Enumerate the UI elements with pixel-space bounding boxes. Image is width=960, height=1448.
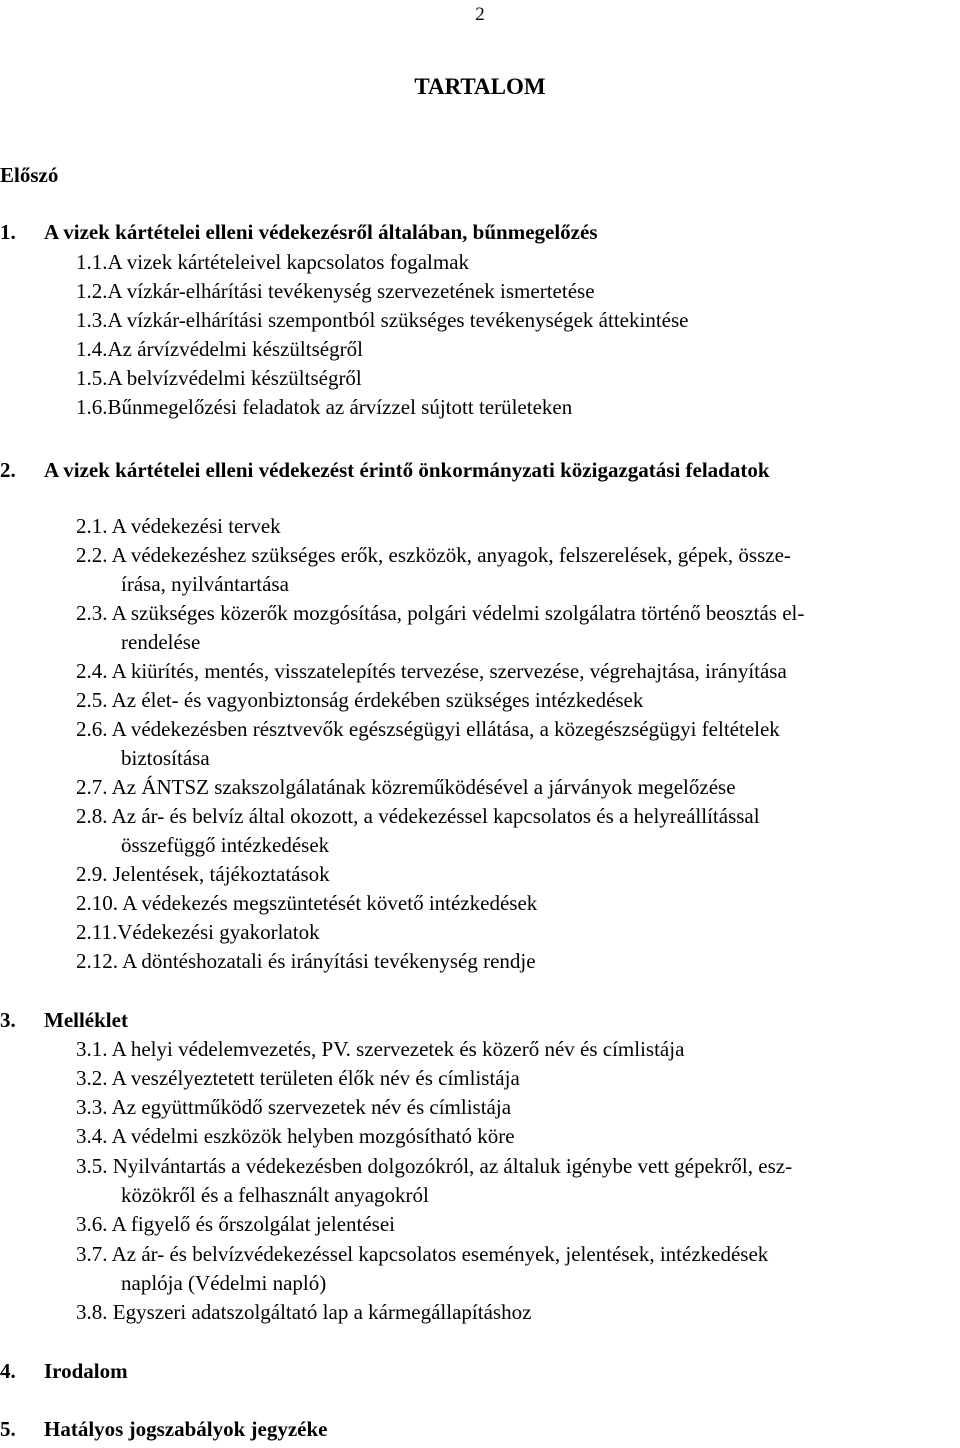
foreword-heading: Előszó bbox=[0, 163, 59, 187]
item-number: 3.2. bbox=[76, 1066, 108, 1090]
section-number: 5. bbox=[0, 1417, 16, 1441]
section-number: 4. bbox=[0, 1359, 16, 1383]
list-item bbox=[76, 947, 536, 976]
page-number: 2 bbox=[475, 4, 485, 25]
item-text: A védekezés megszüntetését követő intézkedések bbox=[122, 891, 538, 915]
item-text: Védekezési gyakorlatok bbox=[117, 920, 320, 944]
list-item bbox=[76, 512, 281, 541]
section-5-heading bbox=[0, 1415, 960, 1444]
list-item bbox=[76, 541, 791, 570]
item-number: 2.4. bbox=[76, 659, 108, 683]
list-item bbox=[76, 1122, 515, 1151]
list-item bbox=[76, 1093, 511, 1122]
list-item-continuation: közökről és a felhasznált anyagokról bbox=[121, 1183, 429, 1207]
item-text: A védelmi eszközök helyben mozgósítható köre bbox=[111, 1124, 515, 1148]
page-title: TARTALOM bbox=[414, 74, 546, 99]
item-text: Az együttműködő szervezetek név és címlistája bbox=[111, 1095, 512, 1119]
item-number: 3.1. bbox=[76, 1037, 108, 1061]
section-title: Irodalom bbox=[44, 1359, 128, 1383]
item-number: 2.11. bbox=[76, 920, 118, 944]
section-2-heading bbox=[0, 456, 960, 485]
list-item bbox=[76, 860, 330, 889]
list-item bbox=[76, 773, 736, 802]
section-title: A vizek kártételei elleni védekezést érintő önkormányzati közigazgatási feladatok bbox=[44, 458, 770, 482]
item-text: A szükséges közerők mozgósítása, polgári védelmi szolgálatra történő beosztás el- bbox=[111, 601, 805, 625]
item-number: 3.4. bbox=[76, 1124, 108, 1148]
item-number: 3.7. bbox=[76, 1242, 108, 1266]
item-number: 2.1. bbox=[76, 514, 108, 538]
list-item bbox=[76, 1152, 792, 1181]
item-text: A veszélyeztetett területen élők név és címlistája bbox=[111, 1066, 520, 1090]
list-item bbox=[76, 599, 804, 628]
list-item bbox=[76, 1035, 684, 1064]
list-item-continuation: biztosítása bbox=[121, 746, 210, 770]
item-number: 2.10. bbox=[76, 891, 118, 915]
list-item: 1.3.A vízkár-elhárítási szempontból szükséges tevékenységek áttekintése bbox=[76, 308, 689, 332]
section-title: Melléklet bbox=[44, 1008, 128, 1032]
item-number: 3.6. bbox=[76, 1212, 108, 1236]
list-item: 1.2.A vízkár-elhárítási tevékenység szervezetének ismertetése bbox=[76, 279, 595, 303]
item-number: 2.5. bbox=[76, 688, 108, 712]
list-item-continuation: rendelése bbox=[121, 630, 201, 654]
item-number: 2.9. bbox=[76, 862, 108, 886]
item-text: A kiürítés, mentés, visszatelepítés tervezése, szervezése, végrehajtása, irányítása bbox=[111, 659, 787, 683]
item-text: A védekezéshez szükséges erők, eszközök, anyagok, felszerelések, gépek, össze- bbox=[111, 543, 791, 567]
list-item-continuation: naplója (Védelmi napló) bbox=[121, 1271, 327, 1295]
list-item-continuation: írása, nyilvántartása bbox=[121, 572, 289, 596]
item-text: Egyszeri adatszolgáltató lap a kármegállapításhoz bbox=[112, 1300, 532, 1324]
list-item bbox=[76, 889, 537, 918]
item-text: A védekezési tervek bbox=[111, 514, 281, 538]
section-number: 3. bbox=[0, 1008, 16, 1032]
list-item bbox=[76, 1210, 395, 1239]
item-number: 2.12. bbox=[76, 949, 118, 973]
item-number: 3.5. bbox=[76, 1154, 108, 1178]
item-number: 3.8. bbox=[76, 1300, 108, 1324]
list-item: 1.6.Bűnmegelőzési feladatok az árvízzel sújtott területeken bbox=[76, 395, 573, 419]
list-item-continuation: összefüggő intézkedések bbox=[121, 833, 330, 857]
item-number: 2.6. bbox=[76, 717, 108, 741]
list-item: 1.5.A belvízvédelmi készültségről bbox=[76, 366, 362, 390]
list-item: 1.4.Az árvízvédelmi készültségről bbox=[76, 337, 363, 361]
item-number: 2.2. bbox=[76, 543, 108, 567]
section-4-heading bbox=[0, 1357, 960, 1386]
item-text: A helyi védelemvezetés, PV. szervezetek és közerő név és címlistája bbox=[111, 1037, 685, 1061]
section-number: 1. bbox=[0, 220, 16, 244]
list-item bbox=[76, 715, 780, 744]
item-text: Jelentések, tájékoztatások bbox=[112, 862, 330, 886]
section-number: 2. bbox=[0, 458, 16, 482]
list-item bbox=[76, 1064, 520, 1093]
list-item bbox=[76, 657, 787, 686]
item-text: Az ár- és belvízvédekezéssel kapcsolatos események, jelentések, intézkedések bbox=[111, 1242, 769, 1266]
item-number: 2.7. bbox=[76, 775, 108, 799]
item-text: Az élet- és vagyonbiztonság érdekében szükséges intézkedések bbox=[111, 688, 644, 712]
section-title: A vizek kártételei elleni védekezésről általában, bűnmegelőzés bbox=[44, 220, 598, 244]
section-1-heading bbox=[0, 218, 960, 247]
section-title: Hatályos jogszabályok jegyzéke bbox=[44, 1417, 328, 1441]
section-3-heading bbox=[0, 1006, 960, 1035]
item-text: Az ár- és belvíz által okozott, a védekezéssel kapcsolatos és a helyreállítással bbox=[111, 804, 760, 828]
item-text: Nyilvántartás a védekezésben dolgozókról, az általuk igénybe vett gépekről, esz- bbox=[112, 1154, 793, 1178]
item-number: 2.3. bbox=[76, 601, 108, 625]
list-item bbox=[76, 918, 320, 947]
item-text: A döntéshozatali és irányítási tevékenység rendje bbox=[122, 949, 536, 973]
list-item bbox=[76, 686, 643, 715]
item-number: 3.3. bbox=[76, 1095, 108, 1119]
item-text: Az ÁNTSZ szakszolgálatának közreműködésével a járványok megelőzése bbox=[111, 775, 736, 799]
item-text: A figyelő és őrszolgálat jelentései bbox=[111, 1212, 396, 1236]
list-item bbox=[76, 1298, 531, 1327]
item-text: A védekezésben résztvevők egészségügyi ellátása, a közegészségügyi feltételek bbox=[111, 717, 780, 741]
list-item bbox=[76, 1240, 768, 1269]
list-item: 1.1.A vizek kártételeivel kapcsolatos fogalmak bbox=[76, 250, 470, 274]
item-number: 2.8. bbox=[76, 804, 108, 828]
list-item bbox=[76, 802, 760, 831]
